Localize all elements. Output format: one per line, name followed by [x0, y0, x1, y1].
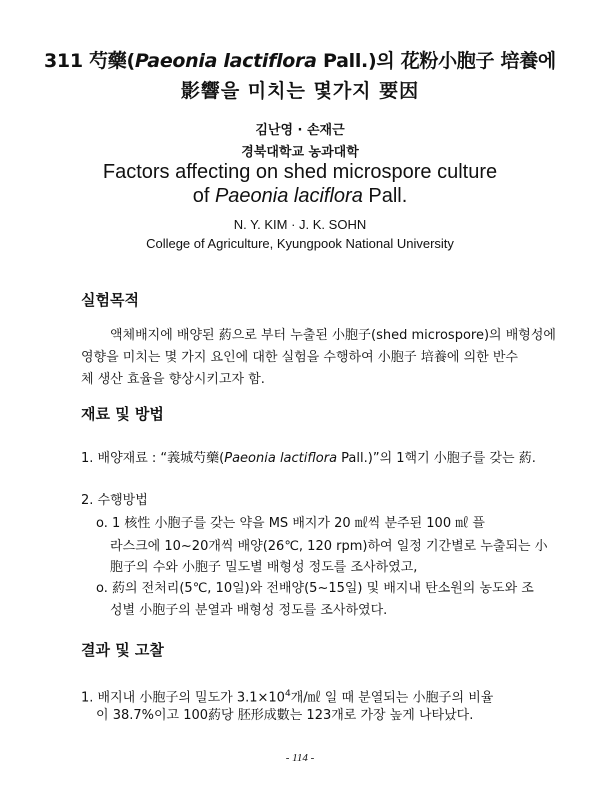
results-line: 이 38.7%이고 100葯당 胚形成數는 123개로 가장 높게 나타났다. — [96, 708, 474, 723]
page-number: - 114 - — [285, 752, 315, 764]
korean-title-line1: 311 芍藥(Paeonia lactiflora Pall.)의 花粉小胞子 培養에 — [44, 50, 556, 72]
purpose-line: 영향을 미치는 몇 가지 요인에 대한 실험을 수행하여 小胞子 培養에 의한 반수 — [81, 350, 518, 365]
methods-item-2-line: 라스크에 10~20개씩 배양(26℃, 120 rpm)하여 일정 기간별로 누출되는 小 — [110, 539, 548, 554]
abstract-number: 311 — [44, 50, 90, 72]
purpose-line: 체 생산 효율을 향상시키고자 함. — [81, 372, 265, 387]
methods-item-2-heading: 2. 수행방법 — [81, 493, 148, 508]
species-name: Paeonia laciflora — [214, 185, 363, 207]
species-name: Paeonia lactiflora — [224, 451, 338, 466]
methods-item-2-line: 胞子의 수와 小胞子 밀도별 배형성 정도를 조사하였고, — [110, 560, 418, 575]
exponent: 4 — [284, 689, 291, 699]
purpose-line: 액체배지에 배양된 葯으로 부터 누출된 小胞子(shed microspore)의 배형성에 — [110, 328, 556, 343]
english-affiliation: College of Agriculture, Kyungpook National University — [146, 236, 454, 251]
english-title-line1: Factors affecting on shed microspore culture — [102, 161, 498, 183]
methods-item-2-line: o. 1 核性 小胞子를 갖는 약을 MS 배지가 20 ㎖씩 분주된 100 ㎖ 플 — [96, 516, 485, 531]
methods-item-2-line: 성별 小胞子의 분열과 배형성 정도를 조사하였다. — [110, 603, 388, 618]
section-heading-methods: 재료 및 방법 — [81, 405, 164, 423]
species-name: Paeonia lactiflora — [134, 50, 317, 72]
results-line: 1. 배지내 小胞子의 밀도가 $3.1\times 10^4$개/㎖ 일 때 분열되는 小胞子의 비율 — [81, 689, 494, 706]
english-authors: N. Y. KIM · J. K. SOHN — [233, 217, 367, 232]
section-heading-purpose: 실험목적 — [81, 291, 139, 309]
korean-affiliation: 경북대학교 농과대학 — [241, 145, 359, 160]
methods-item-2-line: o. 葯의 전처리(5℃, 10일)와 전배양(5~15일) 및 배지내 탄소원의 농도와 조 — [96, 581, 534, 596]
methods-item-1: 1. 배양재료 : “義城芍藥(Paeonia lactiflora Pall.)”의 1핵기 小胞子를 갖는 葯. — [81, 451, 536, 466]
section-heading-results: 결과 및 고찰 — [81, 641, 164, 659]
korean-authors: 김난영 · 손재근 — [255, 123, 345, 138]
korean-title-line2: 影響을 미치는 몇가지 要因 — [180, 80, 420, 102]
english-title-line2: of Paeonia laciflora Pall. — [192, 185, 408, 207]
